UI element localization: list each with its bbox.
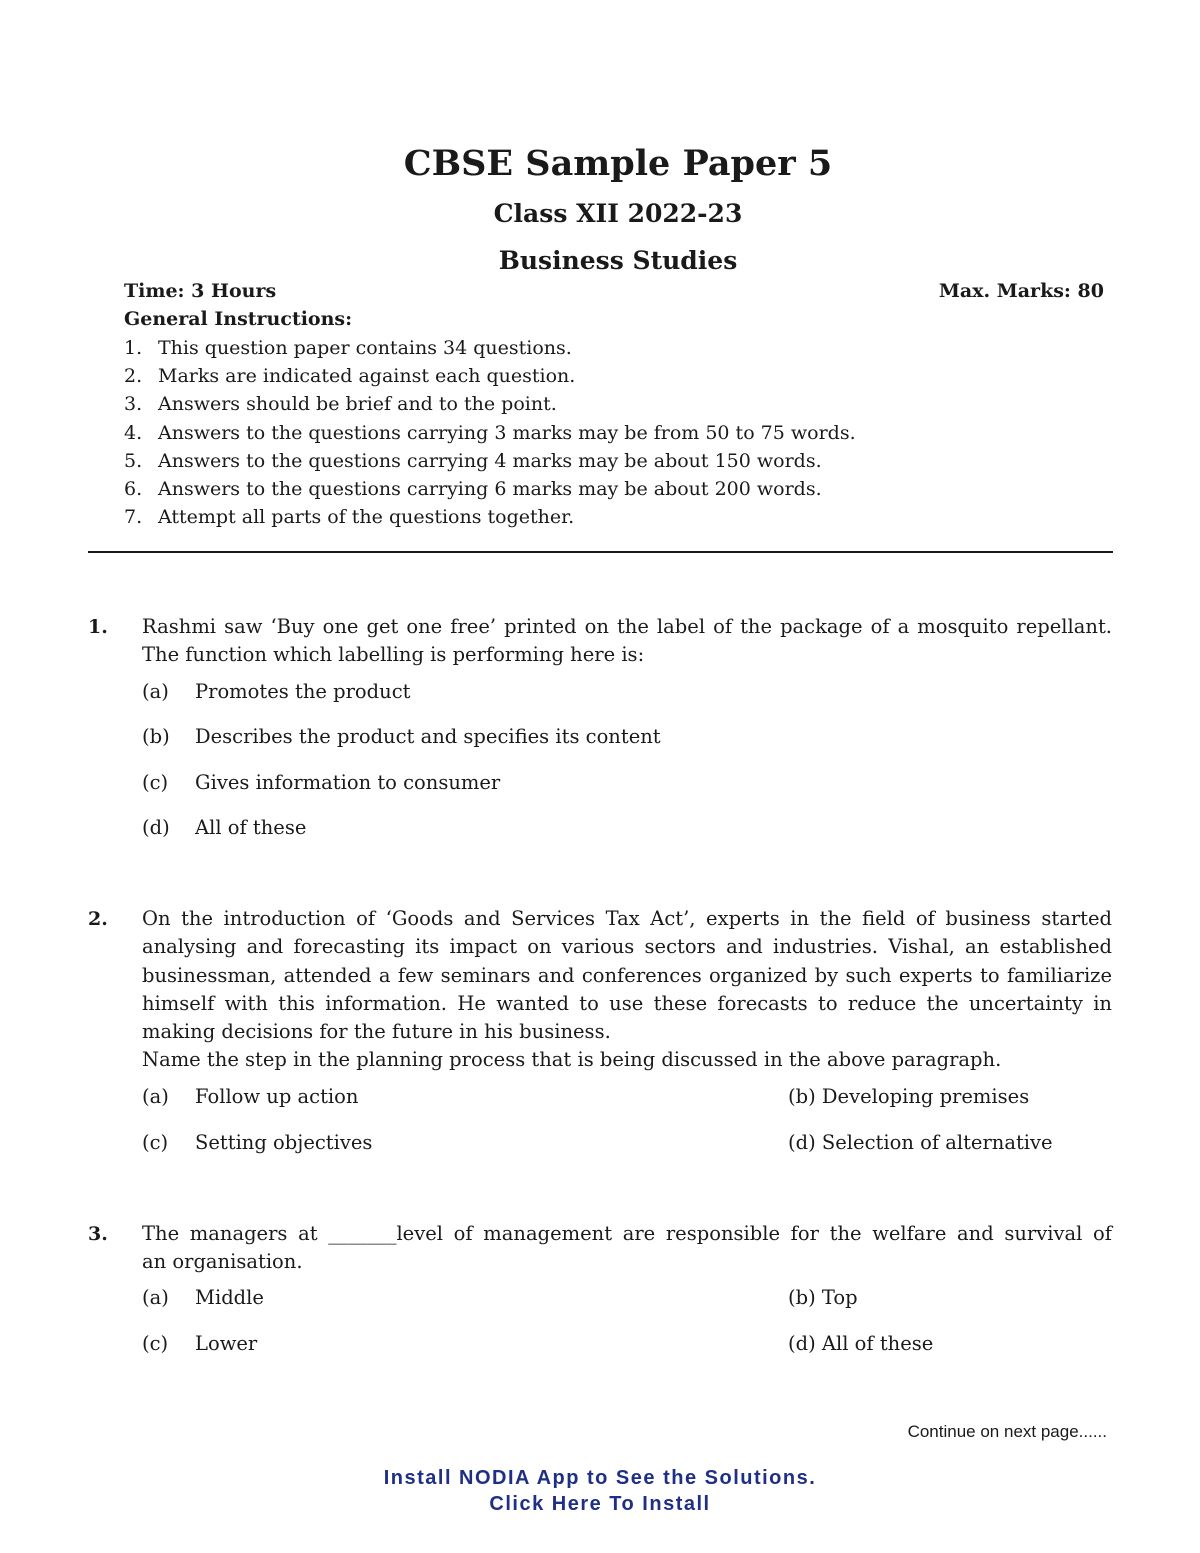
instruction-item (124, 475, 856, 503)
instruction-item (124, 447, 856, 475)
question-line: Name the step in the planning process that is being discussed in the above paragraph. (142, 1048, 1002, 1072)
option-label: (d) (788, 1131, 816, 1154)
instruction-item (124, 362, 856, 390)
instructions-list (124, 334, 856, 531)
instruction-number: 5. (124, 449, 143, 472)
option-text: All of these (821, 1332, 934, 1355)
paper-title: CBSE Sample Paper 5 (403, 143, 833, 184)
option-text: Follow up action (195, 1085, 359, 1108)
option-label: (a) (142, 1286, 169, 1309)
question-line: an organisation. (142, 1250, 303, 1274)
instruction-item (124, 503, 856, 531)
option-label: (c) (142, 1332, 169, 1355)
instruction-text: Answers should be brief and to the point. (158, 393, 557, 416)
instruction-item (124, 390, 856, 418)
question-line: businessman, attended a few seminars and conferences organized by such experts to familiarize (142, 963, 1112, 987)
instruction-text: Marks are indicated against each question. (158, 365, 576, 388)
instruction-item (124, 419, 856, 447)
option-text: Lower (195, 1332, 258, 1355)
option-label: (a) (142, 1085, 169, 1108)
instruction-number: 2. (124, 365, 143, 388)
time-label: Time: 3 Hours (124, 280, 277, 302)
click-to-install-link[interactable]: Click Here To Install (489, 1493, 711, 1515)
question-2-option-a[interactable] (142, 1083, 358, 1111)
option-label: (d) (788, 1332, 816, 1355)
option-text: Describes the product and specifies its content (195, 725, 661, 748)
max-marks-label: Max. Marks: 80 (938, 280, 1104, 302)
instruction-text: Attempt all parts of the questions together. (158, 506, 575, 529)
option-text: Middle (195, 1286, 264, 1309)
question-3-number: 3. (88, 1223, 108, 1245)
question-1-option-b[interactable] (142, 723, 661, 751)
option-label: (a) (142, 680, 169, 703)
option-label: (b) (788, 1085, 816, 1108)
instruction-text: Answers to the questions carrying 4 marks may be about 150 words. (158, 449, 822, 472)
instruction-number: 3. (124, 393, 143, 416)
header-divider (88, 551, 1113, 553)
question-2-option-d[interactable] (788, 1129, 1053, 1157)
question-1-number: 1. (88, 616, 108, 638)
option-label: (c) (142, 1131, 169, 1154)
question-3-option-c[interactable] (142, 1330, 257, 1358)
option-text: All of these (195, 816, 307, 839)
question-line: analysing and forecasting its impact on various sectors and industries. Vishal, an established (142, 935, 1112, 959)
question-line: making decisions for the future in his business. (142, 1020, 611, 1044)
option-label: (c) (142, 771, 169, 794)
option-label: (d) (142, 816, 170, 839)
question-line: himself with this information. He wanted to use these forecasts to reduce the uncertainty in (142, 991, 1112, 1015)
instruction-number: 4. (124, 421, 143, 444)
option-text: Top (821, 1286, 858, 1309)
subject-label: Business Studies (498, 246, 738, 275)
question-line: The function which labelling is performing here is: (142, 643, 645, 667)
continue-note: Continue on next page...... (907, 1422, 1107, 1441)
question-1-option-a[interactable] (142, 678, 410, 706)
option-text: Promotes the product (195, 680, 411, 703)
instruction-number: 7. (124, 506, 143, 529)
question-1-text (142, 613, 1112, 670)
option-text: Developing premises (821, 1085, 1030, 1108)
question-2-text (142, 905, 1112, 1075)
option-label: (b) (142, 725, 170, 748)
instruction-text: Answers to the questions carrying 6 marks may be about 200 words. (158, 478, 822, 501)
question-1-option-c[interactable] (142, 769, 500, 797)
instructions-heading: General Instructions: (124, 308, 353, 330)
question-line: Rashmi saw ‘Buy one get one free’ printed on the label of the package of a mosquito repellant. (142, 615, 1112, 638)
question-2-option-b[interactable] (788, 1083, 1029, 1111)
class-label: Class XII 2022-23 (493, 199, 743, 228)
question-line: On the introduction of ‘Goods and Services Tax Act’, experts in the field of business started (142, 907, 1112, 930)
question-line: The managers at _______level of management are responsible for the welfare and survival of (142, 1222, 1112, 1245)
question-3-option-a[interactable] (142, 1284, 264, 1312)
instruction-item (124, 334, 856, 362)
option-text: Gives information to consumer (195, 771, 501, 794)
instruction-number: 1. (124, 337, 143, 359)
question-2-option-c[interactable] (142, 1129, 372, 1157)
option-label: (b) (788, 1286, 816, 1309)
install-app-link[interactable]: Install NODIA App to See the Solutions. (383, 1467, 817, 1489)
question-3-option-b[interactable] (788, 1284, 858, 1312)
question-3-text (142, 1220, 1112, 1277)
question-3-option-d[interactable] (788, 1330, 933, 1358)
instruction-number: 6. (124, 478, 143, 501)
question-1-option-d[interactable] (142, 814, 306, 842)
option-text: Setting objectives (195, 1131, 373, 1154)
instruction-text: This question paper contains 34 questions. (158, 337, 572, 359)
instruction-text: Answers to the questions carrying 3 marks may be from 50 to 75 words. (158, 421, 856, 444)
option-text: Selection of alternative (821, 1131, 1053, 1154)
question-2-number: 2. (88, 908, 108, 930)
